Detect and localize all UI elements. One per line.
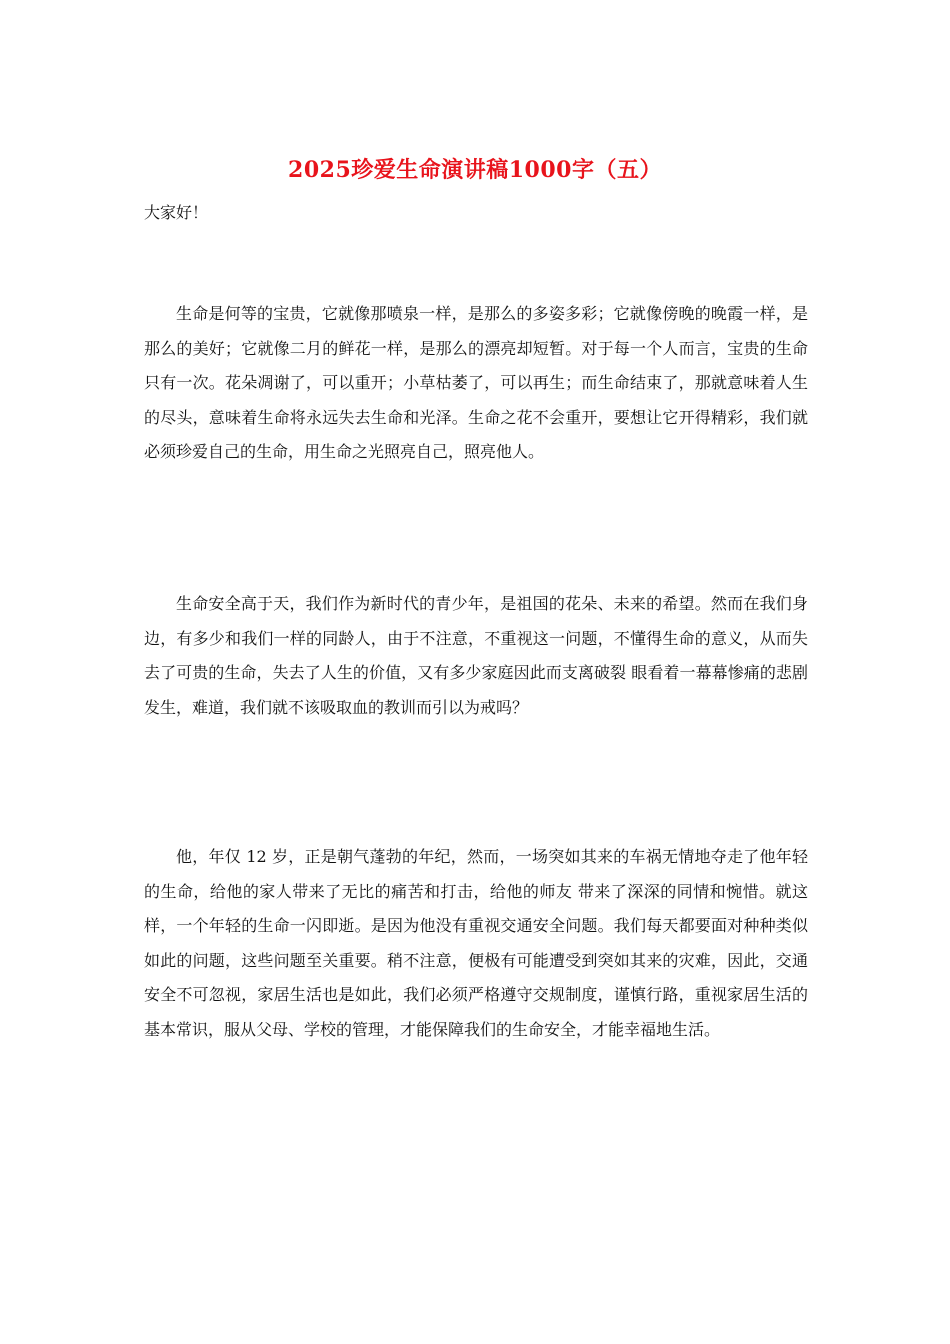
body-paragraph-3: 他，年仅 12 岁，正是朝气蓬勃的年纪，然而，一场突如其来的车祸无情地夺走了他年轻的生命，给他的家人带来了无比的痛苦和打击，给他的师友 带来了深深的同情和惋惜。就这样，一个年轻的生命一闪即逝。是因为他没有重视交通安全问题。我们每天都要面对种种类似如此的问题，这些问题至关重要。稍不注意，便极有可能遭受到突如其来的灾难，因此，交通安全不可忽视，家居生活也是如此，我们必须严格遵守交规制度，谨慎行路，重视家居生活的基本常识，服从父母、学校的管理，才能保障我们的生命安全，才能幸福地生活。: [144, 847, 808, 1039]
body-paragraph-2: 生命安全高于天，我们作为新时代的青少年，是祖国的花朵、未来的希望。然而在我们身边，有多少和我们一样的同龄人，由于不注意，不重视这一问题，不懂得生命的意义，从而失去了可贵的生命，失去了人生的价值，又有多少家庭因此而支离破裂 眼看着一幕幕惨痛的悲剧发生，难道，我们就不该吸取血的教训而引以为戒吗？: [144, 594, 808, 717]
body-paragraph-1: 生命是何等的宝贵，它就像那喷泉一样，是那么的多姿多彩；它就像傍晚的晚霞一样，是那么的美好；它就像二月的鲜花一样，是那么的漂亮却短暂。对于每一个人而言，宝贵的生命只有一次。花朵凋谢了，可以重开；小草枯萎了，可以再生；而生命结束了，那就意味着人生的尽头，意味着生命将永远失去生命和光泽。生命之花不会重开，要想让它开得精彩，我们就必须珍爱自己的生命，用生命之光照亮自己，照亮他人。: [144, 304, 808, 462]
greeting-text: 大家好！: [144, 203, 209, 222]
document-title: 2025珍爱生命演讲稿1000字（五）: [288, 157, 662, 183]
